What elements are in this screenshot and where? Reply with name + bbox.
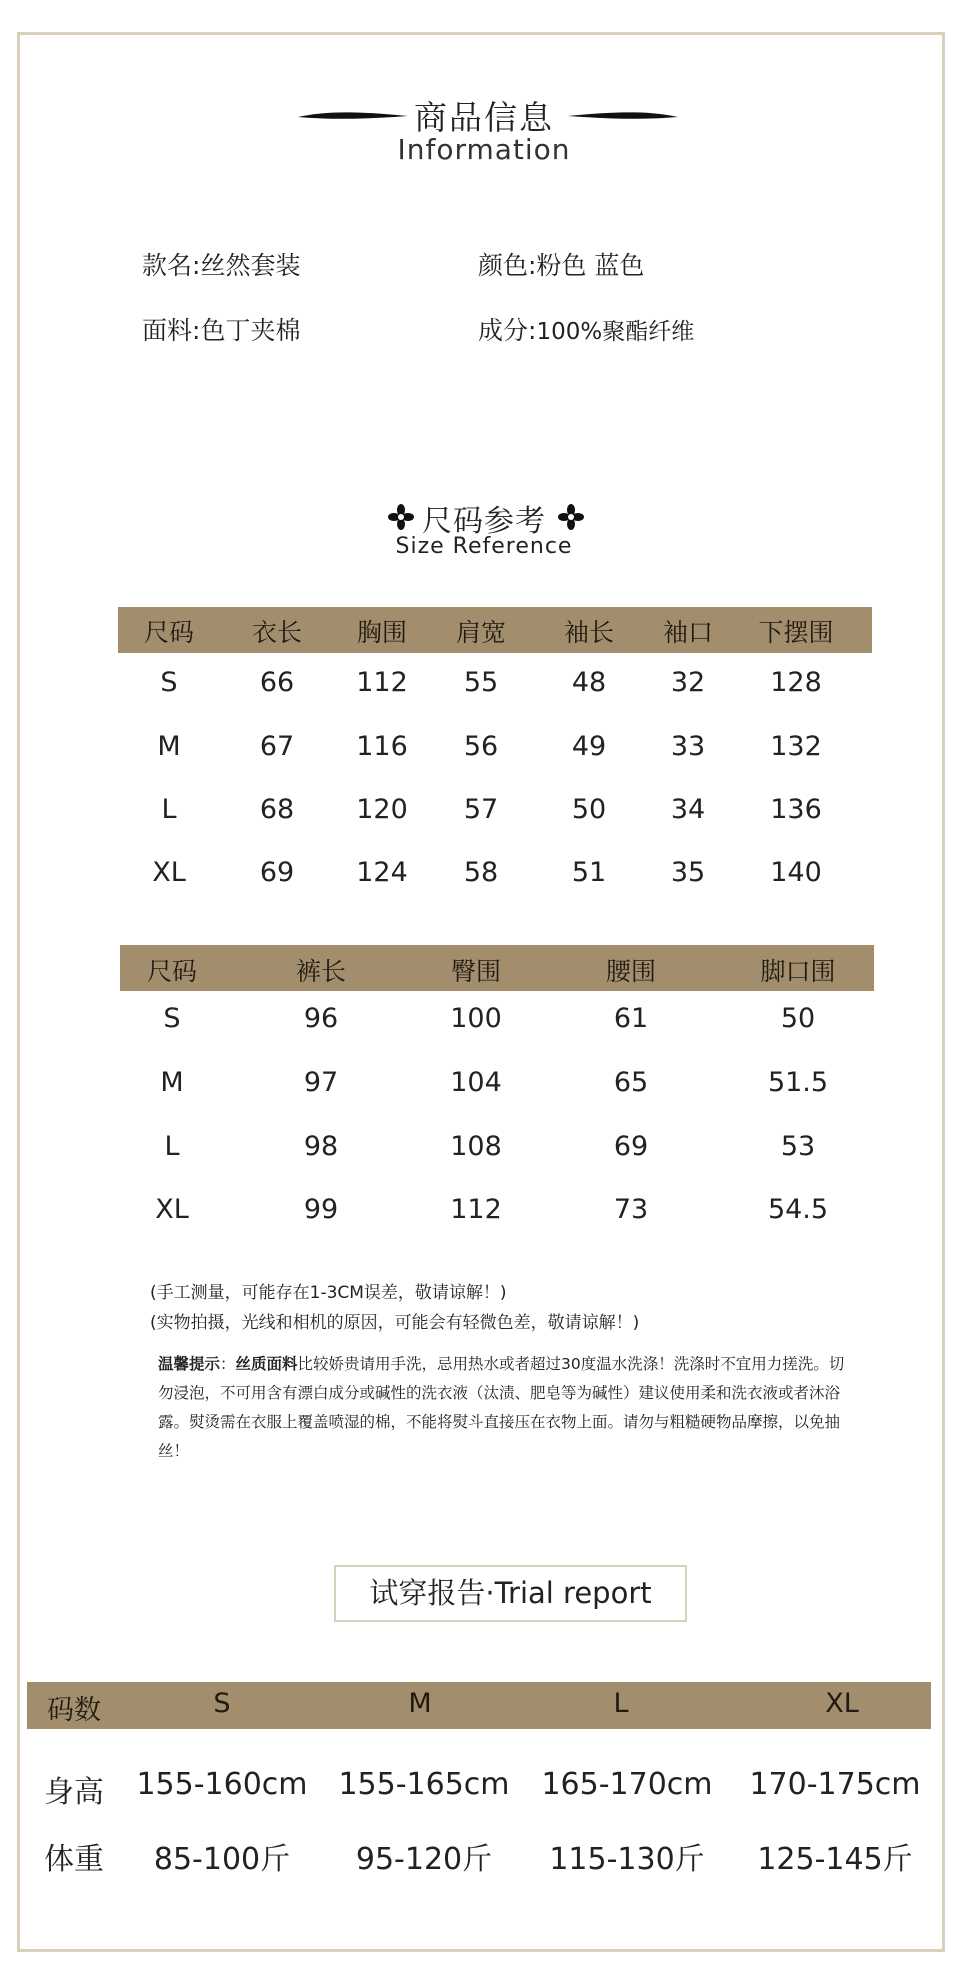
top-table-cell: 48 <box>571 667 607 698</box>
trial-table-cell: 体重 <box>44 1842 104 1877</box>
trial-table-cell: 155-160cm <box>136 1767 308 1802</box>
pants-header-cell: 腰围 <box>605 957 657 986</box>
top-header-cell: 尺码 <box>143 618 195 647</box>
product-fabric-label: 面料: <box>142 316 201 345</box>
trial-table-cell: 85-100斤 <box>153 1842 291 1877</box>
top-header-cell: 袖口 <box>662 618 714 647</box>
pants-table-cell: 104 <box>450 1067 502 1098</box>
trial-header-cell: L <box>613 1688 629 1719</box>
top-table-cell: 49 <box>571 731 607 762</box>
pants-table-cell: M <box>160 1067 184 1098</box>
pants-table-cell: 100 <box>450 1003 502 1034</box>
top-header-cell: 胸围 <box>356 618 408 647</box>
product-composition-label: 成分: <box>478 316 537 345</box>
care-tips-label: 温馨提示 <box>158 1355 221 1373</box>
top-table-cell: 120 <box>356 794 408 825</box>
size-title-cn: 尺码参考 <box>422 504 546 539</box>
product-name-label: 款名: <box>142 251 201 280</box>
top-table-cell: 116 <box>356 731 408 762</box>
size-title-en: Size Reference <box>395 534 573 559</box>
pants-table-cell: 108 <box>450 1131 502 1162</box>
product-name-value: 丝然套装 <box>200 251 301 280</box>
pants-table-cell: 96 <box>303 1003 339 1034</box>
trial-table-cell: 95-120斤 <box>355 1842 493 1877</box>
product-fabric-value: 色丁夹棉 <box>200 316 301 345</box>
care-tips-colon: ： <box>220 1355 236 1373</box>
pants-table-cell: 53 <box>780 1131 816 1162</box>
pants-table-cell: 112 <box>450 1194 502 1225</box>
top-table-cell: 112 <box>356 667 408 698</box>
product-name <box>142 246 300 282</box>
product-color <box>478 246 644 282</box>
top-table-cell: 51 <box>571 857 607 888</box>
product-color-label: 颜色: <box>478 251 537 280</box>
pants-table-cell: 50 <box>780 1003 816 1034</box>
care-tips <box>158 1350 848 1466</box>
top-header-cell: 肩宽 <box>455 618 507 647</box>
pants-table-cell: 54.5 <box>767 1194 829 1225</box>
pants-header-cell: 裤长 <box>295 957 347 986</box>
trial-table-cell: 125-145斤 <box>757 1842 913 1877</box>
pants-table-cell: 51.5 <box>767 1067 829 1098</box>
product-composition-value: 100%聚酯纤维 <box>536 319 695 345</box>
info-title-cn: 商品信息 <box>414 98 554 137</box>
top-header-cell: 袖长 <box>563 618 615 647</box>
pants-table-cell: 65 <box>613 1067 649 1098</box>
pants-table-cell: 99 <box>303 1194 339 1225</box>
care-tips-fabric: 丝质面料 <box>235 1355 298 1373</box>
top-table-cell: 132 <box>770 731 822 762</box>
trial-header-cell: S <box>213 1688 231 1719</box>
pants-header-cell: 脚口围 <box>760 957 836 986</box>
top-table-cell: 34 <box>670 794 706 825</box>
top-table-cell: S <box>160 667 178 698</box>
trial-table-cell: 155-165cm <box>338 1767 510 1802</box>
pants-table-cell: 97 <box>303 1067 339 1098</box>
top-table-cell: 128 <box>770 667 822 698</box>
measure-note: (手工测量，可能存在1-3CM误差，敬请谅解！) <box>150 1283 507 1303</box>
trial-table-cell: 身高 <box>44 1775 104 1810</box>
top-table-cell: 58 <box>463 857 499 888</box>
top-header-cell: 下摆围 <box>758 618 834 647</box>
top-table-cell: 124 <box>356 857 408 888</box>
top-table-cell: 56 <box>463 731 499 762</box>
pants-table-cell: L <box>164 1131 180 1162</box>
trial-header-cell: M <box>408 1688 432 1719</box>
pants-header-cell: 尺码 <box>146 957 198 986</box>
photo-note: (实物拍摄，光线和相机的原因，可能会有轻微色差，敬请谅解！) <box>150 1313 640 1333</box>
pants-header-cell: 臀围 <box>450 957 502 986</box>
product-color-value: 粉色 蓝色 <box>536 251 645 280</box>
trial-table-cell: 170-175cm <box>749 1767 921 1802</box>
top-table-cell: L <box>161 794 177 825</box>
top-header-cell: 衣长 <box>251 618 303 647</box>
top-table-cell: M <box>157 731 181 762</box>
trial-table-cell: 165-170cm <box>541 1767 713 1802</box>
product-fabric <box>142 311 300 347</box>
top-table-cell: 140 <box>770 857 822 888</box>
top-table-cell: 67 <box>259 731 295 762</box>
care-tips-text: 比较娇贵请用手洗，忌用热水或者超过30度温水洗涤！洗涤时不宜用力搓洗。切勿浸泡，不可用含有漂白成分或碱性的洗衣液（汰渍、肥皂等为碱性）建议使用柔和洗衣液或者沐浴露。熨烫需在衣服上覆盖喷湿的棉，不能将熨斗直接压在衣物上面。请勿与粗糙硬物品摩擦，以免抽丝！ <box>158 1355 845 1460</box>
top-table-cell: 35 <box>670 857 706 888</box>
trial-report-title: 试穿报告·Trial report <box>334 1565 687 1622</box>
top-table-cell: 33 <box>670 731 706 762</box>
top-table-cell: 66 <box>259 667 295 698</box>
pants-table-cell: 61 <box>613 1003 649 1034</box>
top-table-cell: 50 <box>571 794 607 825</box>
top-table-cell: 32 <box>670 667 706 698</box>
pants-table-cell: 69 <box>613 1131 649 1162</box>
top-table-cell: 136 <box>770 794 822 825</box>
pants-table-cell: XL <box>155 1194 189 1225</box>
top-table-cell: XL <box>152 857 186 888</box>
info-title-en: Information <box>397 133 571 166</box>
pants-table-cell: 73 <box>613 1194 649 1225</box>
trial-header-cell: 码数 <box>47 1695 101 1726</box>
pants-table-cell: 98 <box>303 1131 339 1162</box>
product-composition <box>478 311 694 347</box>
top-table-cell: 55 <box>463 667 499 698</box>
top-table-cell: 69 <box>259 857 295 888</box>
top-table-cell: 57 <box>463 794 499 825</box>
trial-header-cell: XL <box>825 1688 859 1719</box>
trial-table-cell: 115-130斤 <box>549 1842 705 1877</box>
trial-table-header-bar <box>27 1682 931 1729</box>
pants-table-cell: S <box>163 1003 181 1034</box>
top-table-cell: 68 <box>259 794 295 825</box>
